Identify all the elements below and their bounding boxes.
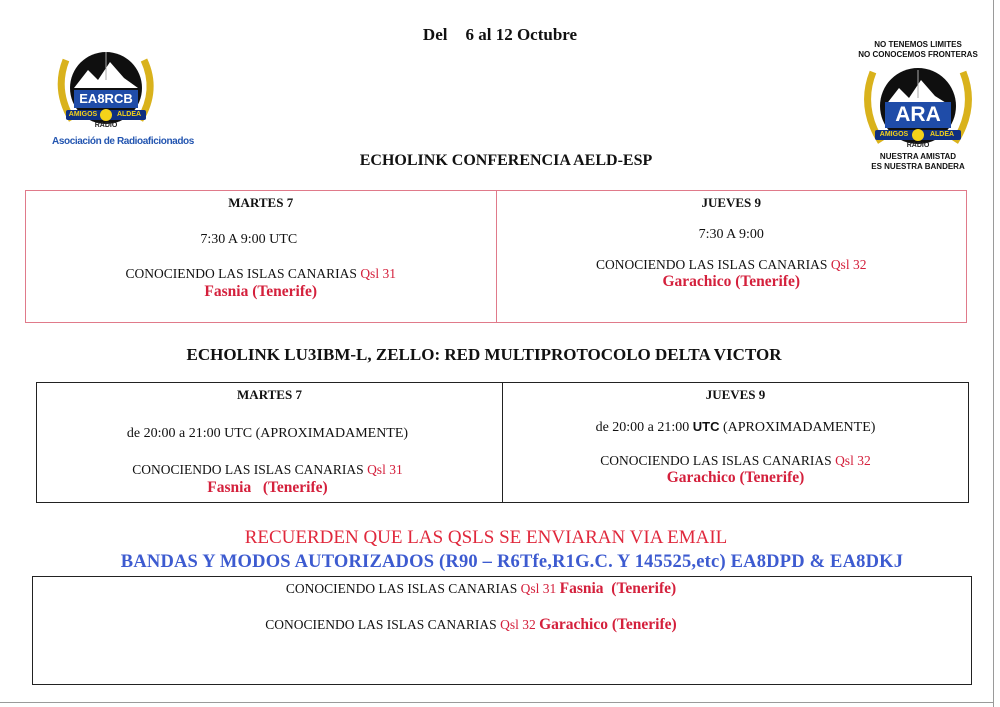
section2-left-time: de 20:00 a 21:00 UTC (APROXIMADAMENTE) — [126, 426, 409, 441]
left-logo-callsign: EA8RCB — [79, 91, 133, 106]
section2-left-day: MARTES 7 — [237, 387, 302, 402]
section2-right-topic-line — [503, 453, 968, 469]
section1-left-topic-line — [26, 266, 496, 282]
section1-tuesday-column — [26, 191, 497, 322]
date-range: 6 al 12 Octubre — [465, 25, 578, 44]
date-prefix: Del — [422, 25, 448, 44]
summary-line-garachico — [2, 616, 940, 634]
qsl-email-reminder: RECUERDEN QUE LAS QSLS SE ENVIARAN VIA EMAIL — [244, 527, 728, 548]
topic-text: CONOCIENDO LAS ISLAS CANARIAS — [285, 581, 518, 596]
topic-text: CONOCIENDO LAS ISLAS CANARIAS — [125, 266, 357, 281]
section2-title: ECHOLINK LU3IBM-L, ZELLO: RED MULTIPROTOCOLO DELTA VICTOR — [186, 345, 782, 364]
qsl-number: Qsl 31 — [360, 266, 396, 281]
section1-right-topic-line — [497, 257, 967, 273]
left-logo-ribbon-left: AMIGOS — [68, 111, 98, 118]
qsl-number: Qsl 31 — [367, 462, 403, 477]
motto-line-2: NO CONOCEMOS FRONTERAS — [858, 50, 978, 59]
section2-right-time-line — [503, 419, 968, 436]
topic-text: CONOCIENDO LAS ISLAS CANARIAS — [132, 462, 364, 477]
section2-right-place: Garachico (Tenerife) — [666, 469, 805, 486]
motto-line-1: NO TENEMOS LIMITES — [874, 40, 962, 49]
summary-line-fasnia — [12, 580, 950, 598]
qsl-number: Qsl 32 — [830, 257, 867, 272]
section1-right-day: JUEVES 9 — [701, 195, 762, 210]
section2-left-place: Fasnia (Tenerife) — [207, 479, 328, 496]
right-logo-callsign: ARA — [895, 103, 941, 126]
left-logo-ribbon-right: ALDEA — [116, 111, 142, 118]
section1-thursday-column — [497, 191, 967, 322]
left-logo-radio: RADIO — [94, 122, 118, 129]
left-logo-association: Asociación de Radioaficionados — [52, 136, 194, 147]
topic-text: CONOCIENDO LAS ISLAS CANARIAS — [265, 617, 497, 632]
qsl-number: Qsl 31 — [520, 581, 557, 596]
section2-tuesday-column — [37, 383, 503, 502]
tagline-line-2: ES NUESTRA BANDERA — [871, 162, 965, 171]
topic-text: CONOCIENDO LAS ISLAS CANARIAS — [596, 257, 828, 272]
time-range: de 20:00 a 21:00 — [595, 420, 690, 435]
section1-right-time: 7:30 A 9:00 — [698, 227, 764, 242]
qsl-number: Qsl 32 — [500, 617, 536, 632]
section2-left-topic-line — [35, 462, 500, 478]
page-edge-bottom — [0, 702, 994, 703]
place-name: Garachico (Tenerife) — [539, 616, 677, 633]
section1-left-time: 7:30 A 9:00 UTC — [200, 232, 298, 247]
section1-title: ECHOLINK CONFERENCIA AELD-ESP — [359, 152, 653, 169]
place-name: Fasnia (Tenerife) — [559, 580, 677, 597]
section3-summary-box — [32, 576, 972, 685]
section1-right-place: Garachico (Tenerife) — [662, 273, 801, 290]
right-logo-radio: RADIO — [906, 142, 930, 149]
right-logo-ribbon-left: AMIGOS — [879, 131, 909, 138]
ea8rcb-logo — [52, 40, 194, 158]
qsl-number: Qsl 32 — [835, 453, 871, 468]
time-note: (APROXIMADAMENTE) — [723, 420, 876, 435]
utc-label: UTC — [692, 419, 720, 434]
tagline-line-1: NUESTRA AMISTAD — [879, 152, 957, 161]
topic-text: CONOCIENDO LAS ISLAS CANARIAS — [600, 453, 832, 468]
section1-schedule-box — [25, 190, 967, 323]
right-logo-motto — [857, 40, 979, 60]
section1-left-day: MARTES 7 — [228, 195, 294, 210]
section2-schedule-box — [36, 382, 969, 503]
right-logo-ribbon-right: ALDEA — [929, 131, 955, 138]
authorized-bands-notice: BANDAS Y MODOS AUTORIZADOS (R90 – R6Tfe,R1G.C. Y 145525,etc) EA8DPD & EA8DKJ — [120, 552, 904, 572]
section2-right-day: JUEVES 9 — [705, 387, 766, 402]
page-edge-right — [993, 0, 994, 707]
section1-left-place: Fasnia (Tenerife) — [204, 283, 318, 300]
section2-thursday-column — [503, 383, 968, 502]
